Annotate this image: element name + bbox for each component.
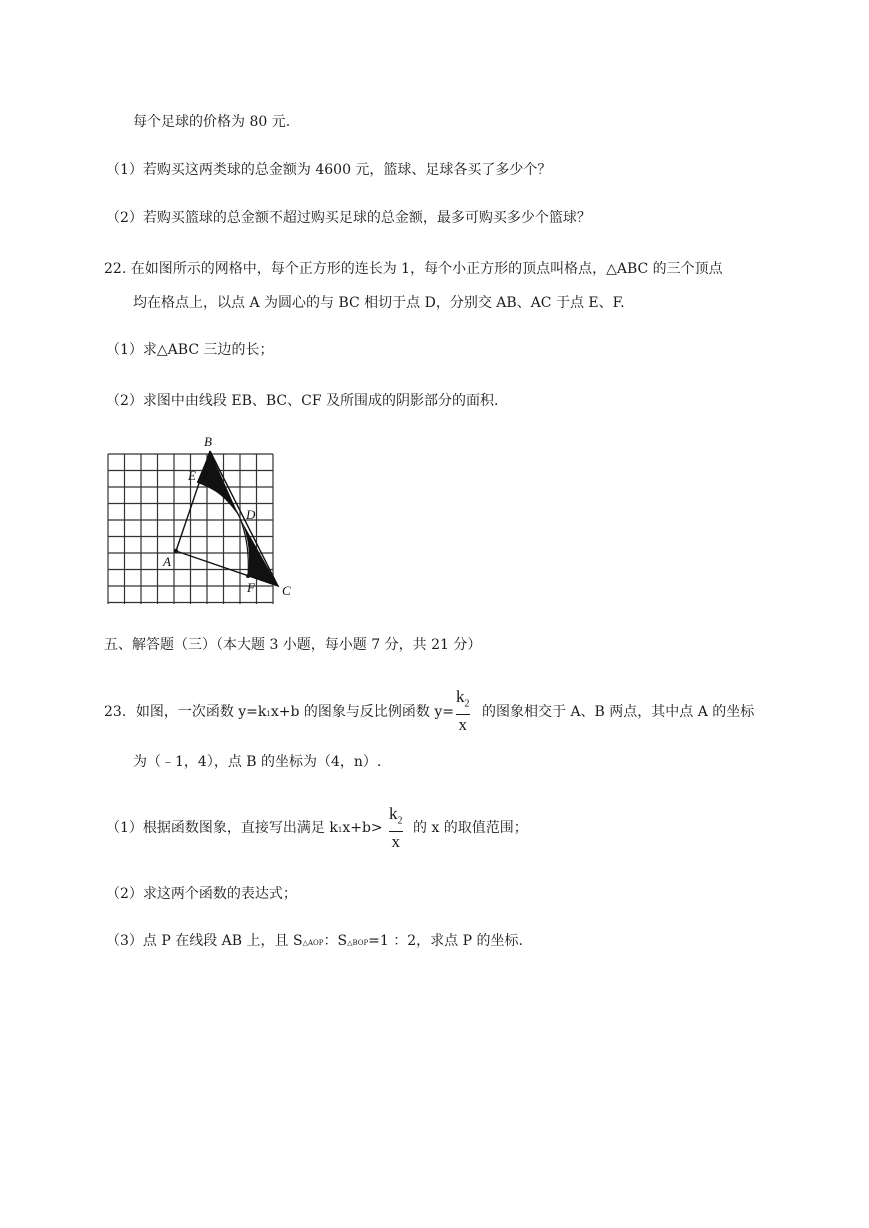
- q23-line2: 为（﹣1，4），点 B 的坐标为（4，n）.: [133, 754, 382, 770]
- frac-num-sub: 2: [464, 698, 470, 710]
- q23-3-text-a: （3）点 P 在线段 AB 上，且 S: [106, 933, 303, 949]
- q22-part1: （1）求△ABC 三边的长；: [106, 342, 274, 358]
- q23-part3: [106, 931, 523, 953]
- q23-3-sub-bop: △BOP: [347, 939, 369, 947]
- frac2-den: x: [391, 832, 400, 852]
- q23-part1: [106, 818, 383, 840]
- label-a: A: [163, 554, 171, 569]
- q23-1-text-c: 的 x 的取值范围；: [413, 820, 528, 836]
- label-e: E: [188, 468, 196, 483]
- q21-tail: 每个足球的价格为 80 元.: [133, 114, 291, 130]
- q21-part2: （2）若购买篮球的总金额不超过购买足球的总金额，最多可购买多少个篮球？: [106, 210, 591, 226]
- q23-1-text-b: x+b>: [342, 820, 383, 836]
- q23-part2: （2）求这两个函数的表达式；: [106, 886, 297, 902]
- q23-text-b: x+b 的图象与反比例函数 y=: [270, 704, 454, 720]
- label-f: F: [247, 580, 255, 595]
- fraction-k2-over-x: [456, 688, 470, 734]
- q21-part1: （1）若购买这两类球的总金额为 4600 元，篮球、足球各买了多少个？: [106, 162, 552, 178]
- q22-part2: （2）求图中由线段 EB、BC、CF 及所围成的阴影部分的面积.: [106, 393, 499, 409]
- label-c: C: [282, 583, 291, 598]
- point-a: [174, 549, 178, 553]
- frac2-num: k: [389, 804, 398, 823]
- q23-sub-k1: 1: [266, 710, 271, 718]
- arc-ef: [197, 482, 248, 576]
- section-5-heading: 五、解答题（三）（本大题 3 小题，每小题 7 分，共 21 分）: [104, 637, 482, 653]
- point-f: [246, 574, 250, 578]
- grid-figure: [100, 432, 300, 612]
- q22-statement-line1: 22. 在如图所示的网格中，每个正方形的连长为 1，每个小正方形的顶点叫格点，△ABC 的三个顶点: [104, 261, 723, 277]
- frac-num: k: [456, 687, 465, 706]
- fraction-k2-over-x-2: [389, 805, 403, 851]
- q23-text-c: 的图象相交于 A、B 两点，其中点 A 的坐标: [482, 704, 755, 720]
- q22-statement-line2: 均在格点上，以点 A 为圆心的与 BC 相切于点 D，分别交 AB、AC 于点 E、F.: [133, 295, 625, 311]
- q23-1-text-a: （1）根据函数图象，直接写出满足 k: [106, 820, 338, 836]
- q23-line1: [104, 702, 454, 724]
- q23-3-sub-aop: △AOP: [302, 939, 324, 947]
- q23-3-text-b: ：S: [323, 933, 348, 949]
- q23-text-a: 23．如图，一次函数 y=k: [104, 704, 267, 720]
- frac2-num-sub: 2: [397, 815, 403, 827]
- frac-den: x: [458, 715, 467, 735]
- label-d: D: [246, 507, 256, 522]
- q23-1-sub-k1: 1: [337, 826, 343, 834]
- q23-3-text-c: =1 ：2，求点 P 的坐标.: [368, 933, 523, 949]
- label-b: B: [204, 434, 212, 449]
